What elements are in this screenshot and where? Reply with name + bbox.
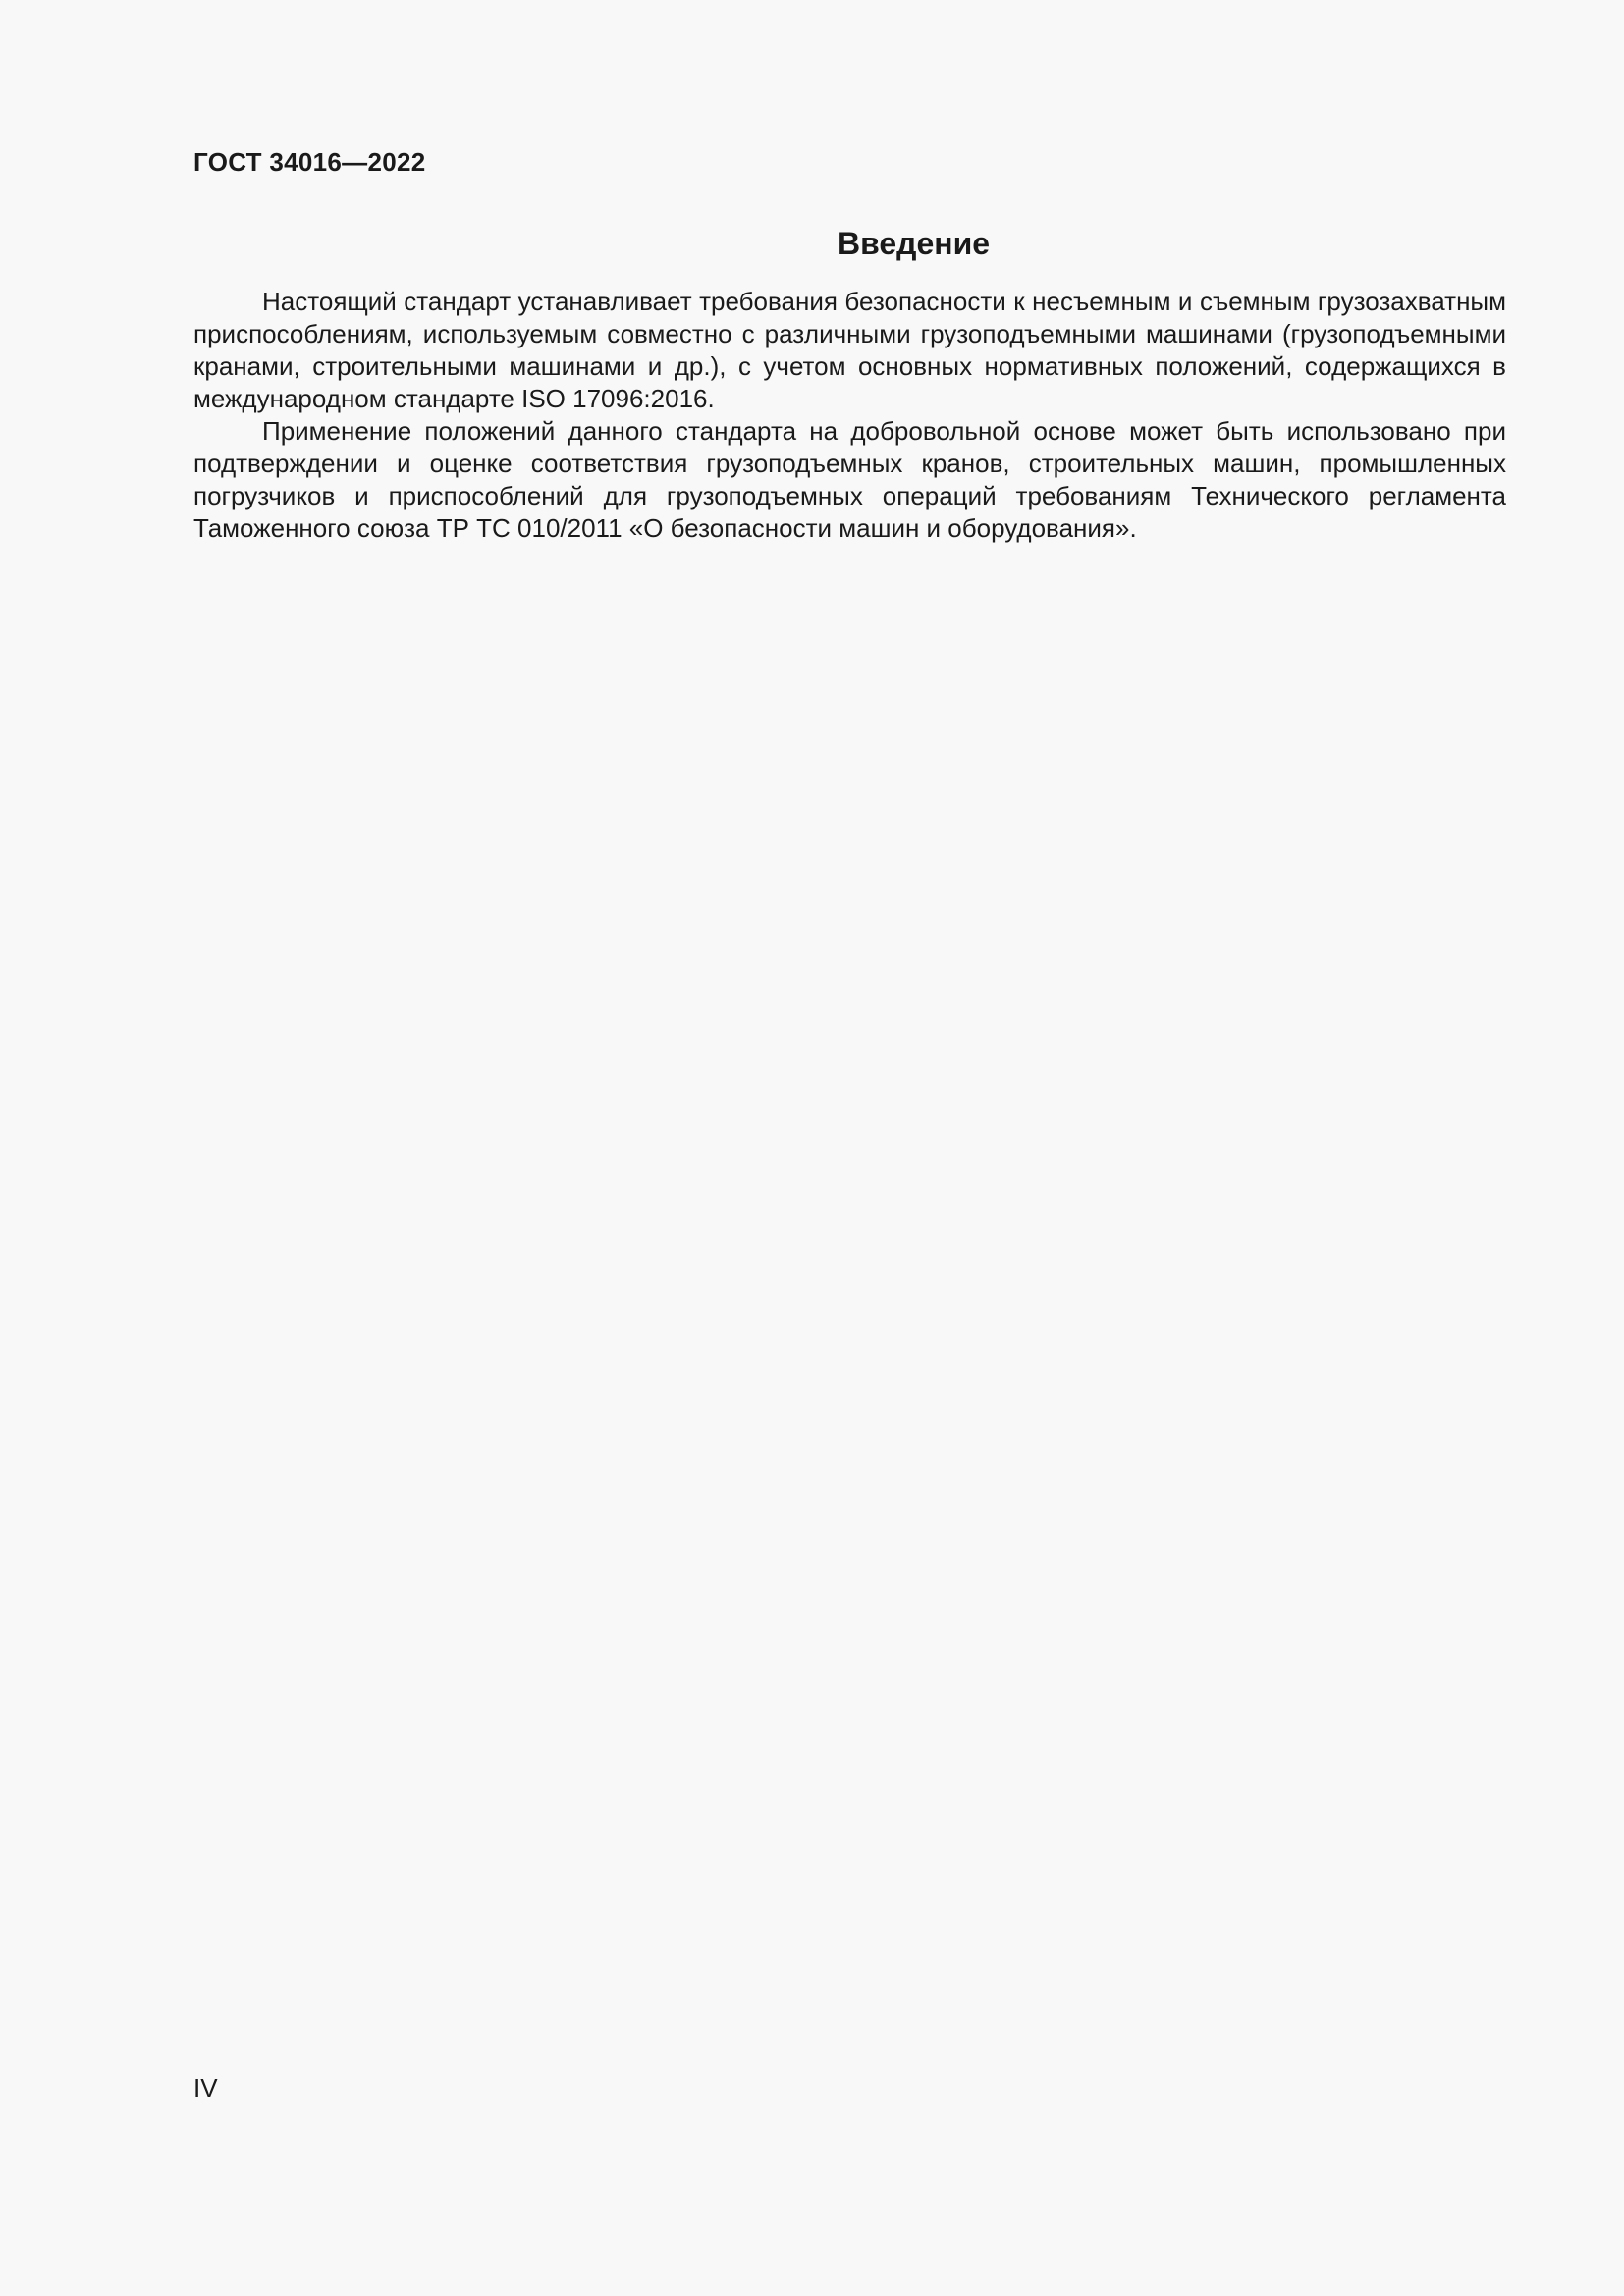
document-code: ГОСТ 34016—2022	[193, 147, 426, 177]
page-number: IV	[193, 2073, 218, 2103]
section-title: Введение	[837, 226, 991, 261]
introduction-section	[193, 221, 1506, 545]
paragraph-scope: Настоящий стандарт устанавливает требования безопасности к несъемным и съемным грузозахватным приспособлениям, используемым совместно с различными грузоподъемными машинами (грузоподъемными кранами, строительными машинами и др.), с учетом основных нормативных положений, содержащихся в международном стандарте ISO 17096:2016.	[193, 287, 1506, 413]
paragraph-application: Применение положений данного стандарта на добровольной основе может быть использовано при подтверждении и оценке соответствия грузоподъемных кранов, строительных машин, промышленных погрузчиков и приспособлений для грузоподъемных операций требованиям Технического регламента Таможенного союза ТР ТС 010/2011 «О безопасности машин и оборудования».	[193, 416, 1506, 543]
